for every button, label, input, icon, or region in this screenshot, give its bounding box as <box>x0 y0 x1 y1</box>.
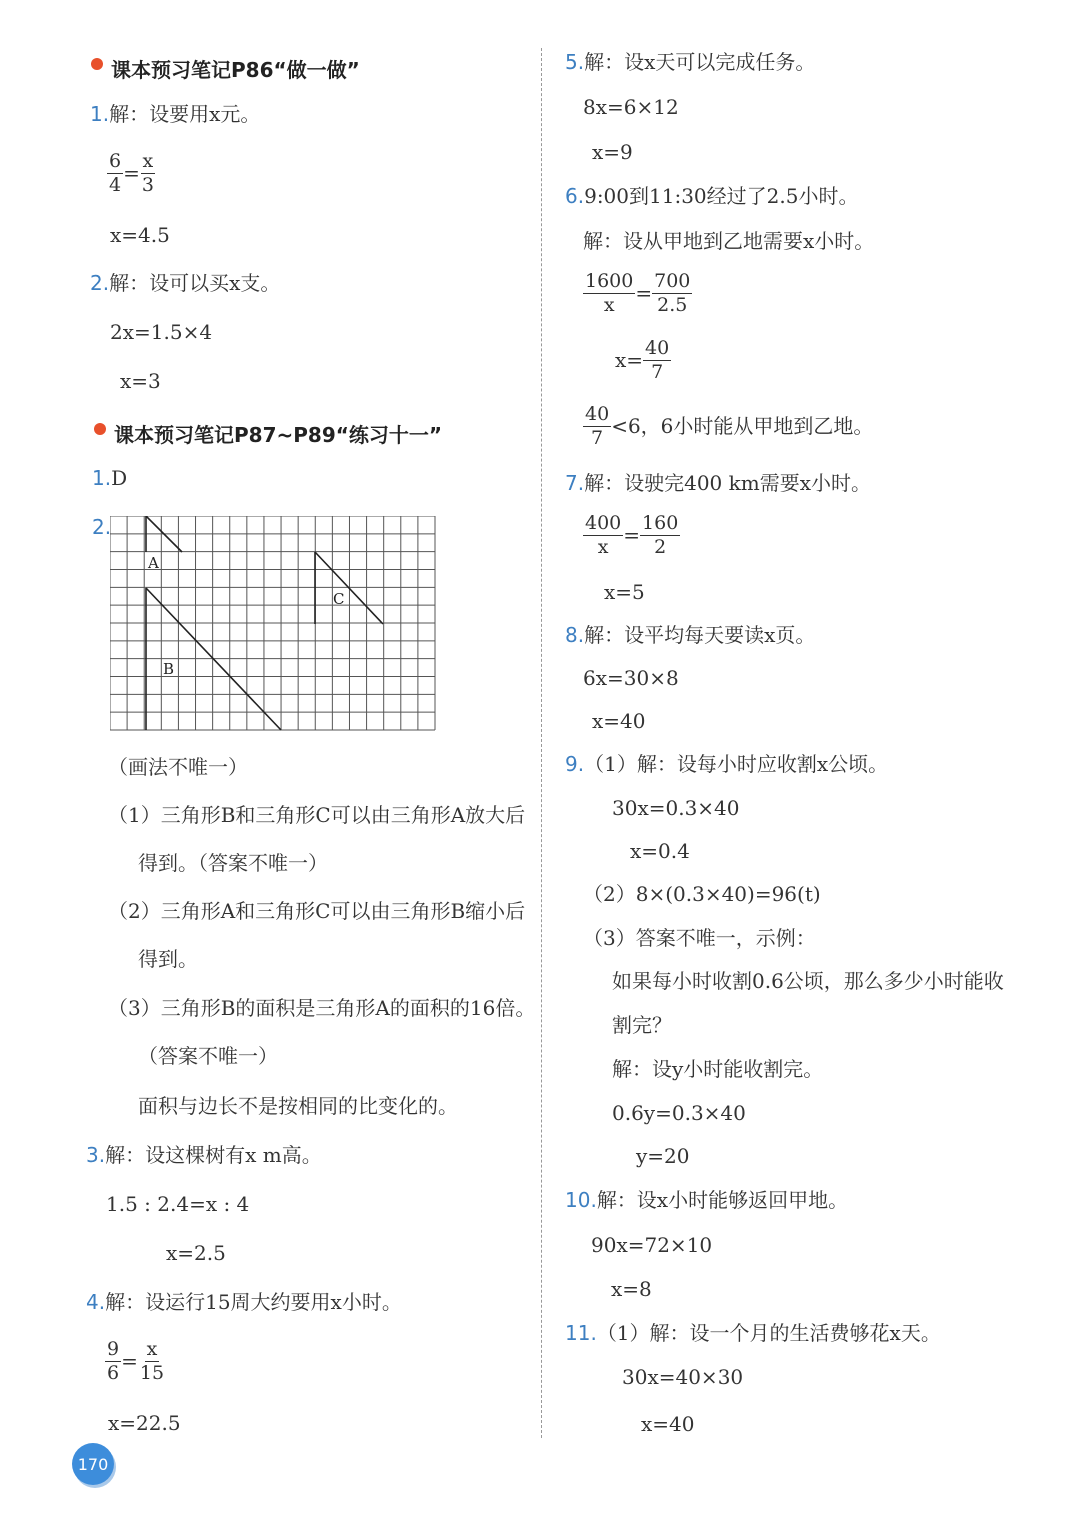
numerator: 6 <box>109 150 122 172</box>
fraction-equation <box>107 150 156 197</box>
equation: 6x=30×8 <box>583 666 679 690</box>
solution-setup: 解：设从甲地到乙地需要x小时。 <box>583 229 875 253</box>
column-divider <box>541 48 542 1438</box>
denominator: 7 <box>591 426 604 449</box>
section-heading-2: 课本预习笔记P87~P89“练习十一” <box>114 423 443 447</box>
numerator: 700 <box>654 270 691 292</box>
label-a: A <box>148 554 159 572</box>
numerator: 1600 <box>585 270 634 292</box>
exercise-3 <box>86 1145 322 1165</box>
fraction-equation <box>583 512 680 559</box>
example-question-line-1: 如果每小时收割0.6公顷，那么多少小时能收 <box>612 969 1004 993</box>
equals-sign: = <box>623 523 641 548</box>
question-text: 解：设这棵树有x m高。 <box>105 1143 322 1167</box>
denominator: 2.5 <box>657 293 688 316</box>
numerator: 400 <box>585 512 622 534</box>
exercise-10 <box>565 1190 848 1210</box>
answer: x=2.5 <box>166 1241 226 1265</box>
numerator: 9 <box>107 1338 120 1360</box>
equals-sign: = <box>121 1349 138 1374</box>
note: （画法不唯一） <box>108 755 248 779</box>
question-1 <box>90 104 260 124</box>
part-3-line-2: （答案不唯一） <box>138 1044 278 1068</box>
answer: x=9 <box>592 140 633 164</box>
part-2-line-2: 得到。 <box>138 947 198 971</box>
denominator: 6 <box>107 1361 120 1384</box>
question-number: 7. <box>565 471 585 495</box>
exercise-6 <box>565 186 858 206</box>
numerator: 160 <box>642 512 679 534</box>
equals-sign: = <box>635 281 653 306</box>
conclusion <box>583 403 873 450</box>
part-3: （3）答案不唯一，示例： <box>583 926 816 950</box>
numerator: x <box>146 1338 158 1360</box>
question-number: 3. <box>86 1143 106 1167</box>
denominator: x <box>597 535 609 558</box>
numerator: x <box>142 150 154 172</box>
equation: 8x=6×12 <box>583 95 679 119</box>
answer: x=40 <box>592 709 646 733</box>
question-number: 1. <box>90 102 110 126</box>
exercise-7 <box>565 473 871 493</box>
part-3-line-3: 面积与边长不是按相同的比变化的。 <box>138 1094 458 1118</box>
denominator: 3 <box>141 173 154 196</box>
triangle-grid-diagram <box>110 516 436 731</box>
exercise-8 <box>565 625 815 645</box>
fraction-equation <box>583 270 692 317</box>
numerator: 40 <box>645 337 670 359</box>
question-text: 解：设x小时能够返回甲地。 <box>596 1188 849 1212</box>
question-text: 解：设可以买x支。 <box>109 271 281 295</box>
question-text: （1）解：设一个月的生活费够花x天。 <box>596 1321 941 1345</box>
part-1-line-2: 得到。（答案不唯一） <box>138 851 328 875</box>
part-2: （2）8×(0.3×40)=96(t) <box>583 882 821 906</box>
page-number: 170 <box>72 1443 114 1485</box>
question-number: 10. <box>565 1188 597 1212</box>
exercise-4 <box>86 1292 402 1312</box>
answer: D <box>111 466 128 490</box>
answer: x=4.5 <box>110 223 170 247</box>
question-number: 2. <box>92 515 112 539</box>
fraction-equation <box>105 1338 166 1385</box>
answer: x=5 <box>604 580 645 604</box>
answer: x=0.4 <box>630 839 690 863</box>
part-2-line-1: （2）三角形A和三角形C可以由三角形B缩小后 <box>108 899 526 923</box>
equation: 30x=40×30 <box>622 1365 744 1389</box>
conclusion-text: <6，6小时能从甲地到乙地。 <box>611 414 874 439</box>
denominator: x <box>603 293 615 316</box>
question-text: 解：设运行15周大约要用x小时。 <box>105 1290 402 1314</box>
part-1-line-1: （1）三角形B和三角形C可以由三角形A放大后 <box>108 803 526 827</box>
question-text: 解：设驶完400 km需要x小时。 <box>584 471 871 495</box>
answer: x=8 <box>611 1277 652 1301</box>
answer: x=40 <box>641 1412 695 1436</box>
numerator: 40 <box>585 403 610 425</box>
question-number: 6. <box>565 184 585 208</box>
question-number: 11. <box>565 1321 597 1345</box>
question-number: 8. <box>565 623 585 647</box>
section-bullet-icon <box>94 423 106 435</box>
section-heading-1: 课本预习笔记P86“做一做” <box>111 58 360 82</box>
question-number: 9. <box>565 752 585 776</box>
equation: 0.6y=0.3×40 <box>612 1101 746 1125</box>
denominator: 7 <box>651 360 664 383</box>
denominator: 4 <box>109 173 122 196</box>
question-text: 解：设要用x元。 <box>109 102 261 126</box>
exercise-9 <box>565 754 888 774</box>
question-text: 9:00到11:30经过了2.5小时。 <box>584 184 859 208</box>
exercise-1 <box>92 468 127 488</box>
equation: 30x=0.3×40 <box>612 796 740 820</box>
question-number: 5. <box>565 50 585 74</box>
question-number: 1. <box>92 466 112 490</box>
section-bullet-icon <box>91 58 103 70</box>
part-3-line-1: （3）三角形B的面积是三角形A的面积的16倍。 <box>108 996 536 1020</box>
question-text: 解：设x天可以完成任务。 <box>584 50 816 74</box>
label-b: B <box>163 660 175 678</box>
exercise-5 <box>565 52 815 72</box>
question-text: （1）解：设每小时应收割x公顷。 <box>584 752 889 776</box>
label-c: C <box>333 590 345 608</box>
question-number: 2. <box>90 271 110 295</box>
fraction-answer <box>615 337 671 384</box>
question-number: 4. <box>86 1290 106 1314</box>
answer-prefix: x= <box>615 348 644 373</box>
equals-sign: = <box>123 161 140 186</box>
exercise-11 <box>565 1323 941 1343</box>
answer: x=22.5 <box>108 1411 181 1435</box>
equation: 2x=1.5×4 <box>110 320 213 344</box>
denominator: 15 <box>139 1361 165 1384</box>
answer: y=20 <box>636 1144 690 1168</box>
question-text: 解：设平均每天要读x页。 <box>584 623 816 647</box>
denominator: 2 <box>654 535 667 558</box>
question-2 <box>90 273 280 293</box>
equation: 1.5 : 2.4=x : 4 <box>106 1192 250 1216</box>
example-question-line-2: 割完？ <box>612 1013 672 1037</box>
exercise-2-number <box>92 517 111 537</box>
solution-setup: 解：设y小时能收割完。 <box>612 1057 824 1081</box>
answer: x=3 <box>120 369 161 393</box>
equation: 90x=72×10 <box>591 1233 713 1257</box>
